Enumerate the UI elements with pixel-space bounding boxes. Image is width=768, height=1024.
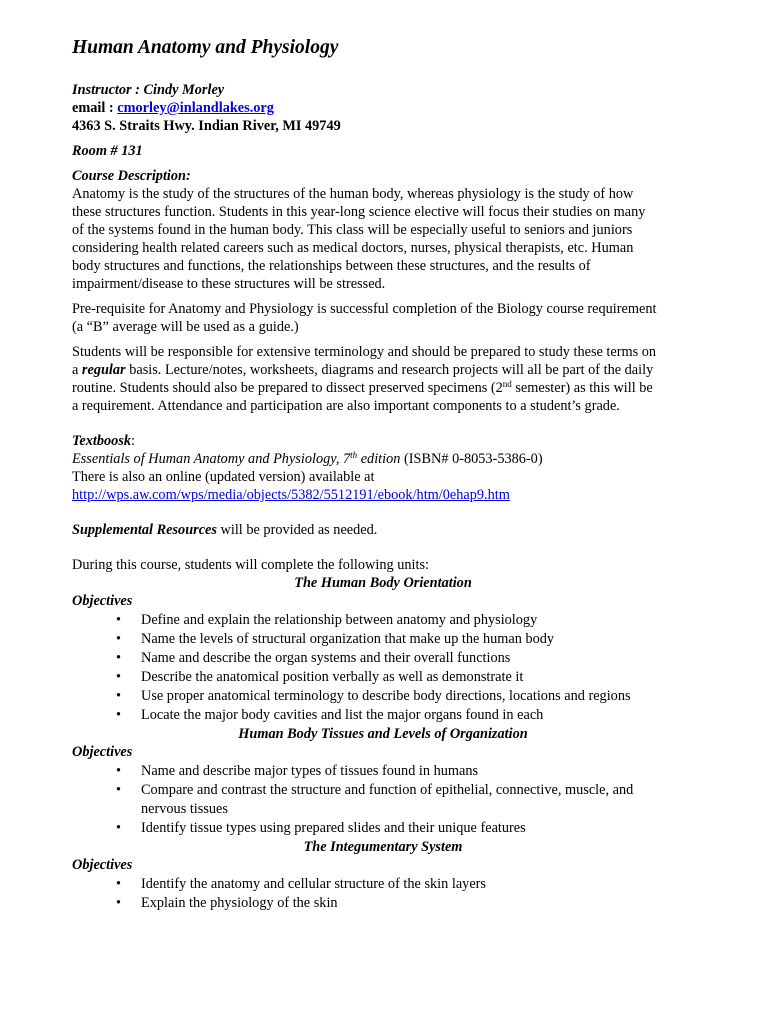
objective-text: Compare and contrast the structure and function of epithelial, connective, muscle, and bbox=[141, 782, 634, 798]
superscript: th bbox=[350, 450, 358, 460]
bullet-icon: • bbox=[116, 669, 122, 685]
objective-item bbox=[72, 781, 694, 818]
superscript: nd bbox=[502, 379, 512, 389]
objective-text: Describe the anatomical position verbally as well as demonstrate it bbox=[141, 669, 524, 685]
bullet-icon: • bbox=[116, 650, 122, 666]
textbook-title-line bbox=[72, 450, 768, 468]
bullet-icon: • bbox=[116, 894, 122, 911]
address-line: 4363 S. Straits Hwy. Indian River, MI 49749 bbox=[72, 118, 341, 134]
objective-text: Explain the physiology of the skin bbox=[141, 894, 338, 911]
responsibilities-line bbox=[72, 379, 694, 397]
course-description-text bbox=[72, 185, 694, 293]
course-description-heading: Course Description: bbox=[72, 168, 191, 184]
objective-text: Locate the major body cavities and list the major organs found in each bbox=[141, 707, 544, 723]
textbook-url-link[interactable]: http://wps.aw.com/wps/media/objects/5382/5512191/ebook/htm/0ehap9.htm bbox=[72, 487, 510, 503]
responsibilities-line: Students will be responsible for extensive terminology and should be prepared to study these terms on bbox=[72, 344, 657, 360]
textbook-heading bbox=[72, 432, 768, 450]
objectives-label: Objectives bbox=[72, 856, 133, 873]
responsibilities-line: a requirement. Attendance and participation are also important components to a student’s grade. bbox=[72, 398, 620, 414]
instructor-label: Instructor : bbox=[72, 82, 140, 98]
responsibilities-line bbox=[72, 361, 694, 379]
email-label: email : bbox=[72, 100, 114, 116]
unit-title: The Human Body Orientation bbox=[294, 575, 472, 591]
bullet-icon: • bbox=[116, 612, 122, 628]
room-number: Room # 131 bbox=[72, 143, 143, 159]
unit-title: Human Body Tissues and Levels of Organization bbox=[238, 726, 528, 742]
objective-item bbox=[72, 630, 694, 649]
text-segment: semester) as this will be bbox=[511, 380, 653, 396]
bullet-icon: • bbox=[116, 688, 122, 704]
objective-item bbox=[72, 611, 694, 630]
bullet-icon: • bbox=[116, 707, 122, 723]
objectives-list bbox=[72, 611, 694, 725]
course-description-line: these structures function. Students in this year-long science elective will focus their studies on many bbox=[72, 204, 646, 220]
objective-text: Identify tissue types using prepared slides and their unique features bbox=[141, 819, 526, 836]
textbook-label: Textboosk bbox=[72, 433, 132, 449]
text-segment: routine. Students should also be prepared to dissect preserved specimens (2 bbox=[72, 380, 503, 396]
units-intro: During this course, students will complete the following units: bbox=[72, 557, 429, 573]
supplemental-label: Supplemental Resources bbox=[72, 522, 217, 538]
objective-text: Use proper anatomical terminology to describe body directions, locations and regions bbox=[141, 688, 631, 704]
objectives-label: Objectives bbox=[72, 744, 133, 760]
course-description-line: considering health related careers such as medical doctors, nurses, physical therapists, etc. Human bbox=[72, 240, 634, 256]
objectives-list bbox=[72, 762, 694, 837]
course-description-line: body structures and functions, the relationships between these structures, and the results of bbox=[72, 258, 591, 274]
objectives-list bbox=[72, 875, 694, 913]
email-link[interactable]: cmorley@inlandlakes.org bbox=[117, 100, 274, 116]
course-description-line: of the systems found in the human body. This class will be especially useful to seniors and juniors bbox=[72, 222, 633, 238]
course-description-line: impairment/disease to these structures will be stressed. bbox=[72, 276, 386, 292]
text-segment: edition bbox=[357, 451, 401, 467]
bullet-icon: • bbox=[116, 631, 122, 647]
objective-item bbox=[72, 706, 694, 725]
unit-title: The Integumentary System bbox=[303, 838, 463, 855]
bullet-icon: • bbox=[116, 782, 122, 798]
emphasis-regular: regular bbox=[81, 362, 126, 378]
bullet-icon: • bbox=[116, 763, 122, 779]
objective-item bbox=[72, 819, 694, 838]
responsibilities-paragraph bbox=[72, 343, 694, 415]
textbook-url-line bbox=[72, 486, 768, 504]
email-line bbox=[72, 99, 768, 117]
page-title: Human Anatomy and Physiology bbox=[72, 37, 339, 58]
supplemental-text: will be provided as needed. bbox=[216, 522, 378, 538]
prerequisite-paragraph bbox=[72, 300, 694, 336]
objective-text: Name the levels of structural organization that make up the human body bbox=[141, 631, 555, 647]
objective-text: Define and explain the relationship between anatomy and physiology bbox=[141, 612, 538, 628]
objective-text: Name and describe the organ systems and their overall functions bbox=[141, 650, 511, 666]
textbook-online-note: There is also an online (updated version) available at bbox=[72, 469, 375, 485]
textbook-title bbox=[72, 451, 400, 467]
supplemental-resources-line bbox=[72, 521, 768, 539]
objective-item bbox=[72, 687, 694, 706]
textbook-colon: : bbox=[131, 433, 136, 449]
bullet-icon: • bbox=[116, 875, 122, 892]
instructor-line bbox=[72, 81, 768, 99]
course-description-line: Anatomy is the study of the structures of the human body, whereas physiology is the study of how bbox=[72, 186, 634, 202]
text-segment: a bbox=[72, 362, 82, 378]
prerequisite-line: Pre-requisite for Anatomy and Physiology is successful completion of the Biology course requirement bbox=[72, 301, 657, 317]
text-segment: Essentials of Human Anatomy and Physiology, 7 bbox=[72, 451, 351, 467]
objective-item bbox=[72, 762, 694, 781]
objective-text-continued: nervous tissues bbox=[141, 800, 228, 817]
bullet-icon: • bbox=[116, 819, 122, 836]
objective-item bbox=[72, 649, 694, 668]
objective-item bbox=[72, 875, 694, 894]
objective-text: Name and describe major types of tissues found in humans bbox=[141, 763, 479, 779]
prerequisite-line: (a “B” average will be used as a guide.) bbox=[72, 319, 299, 335]
objectives-label: Objectives bbox=[72, 593, 133, 609]
objective-item bbox=[72, 668, 694, 687]
textbook-isbn: (ISBN# 0-8053-5386-0) bbox=[400, 451, 543, 467]
objective-text: Identify the anatomy and cellular structure of the skin layers bbox=[141, 875, 486, 892]
text-segment: basis. Lecture/notes, worksheets, diagrams and research projects will all be part of the daily bbox=[125, 362, 654, 378]
instructor-name: Cindy Morley bbox=[143, 82, 225, 98]
objective-item bbox=[72, 894, 694, 913]
